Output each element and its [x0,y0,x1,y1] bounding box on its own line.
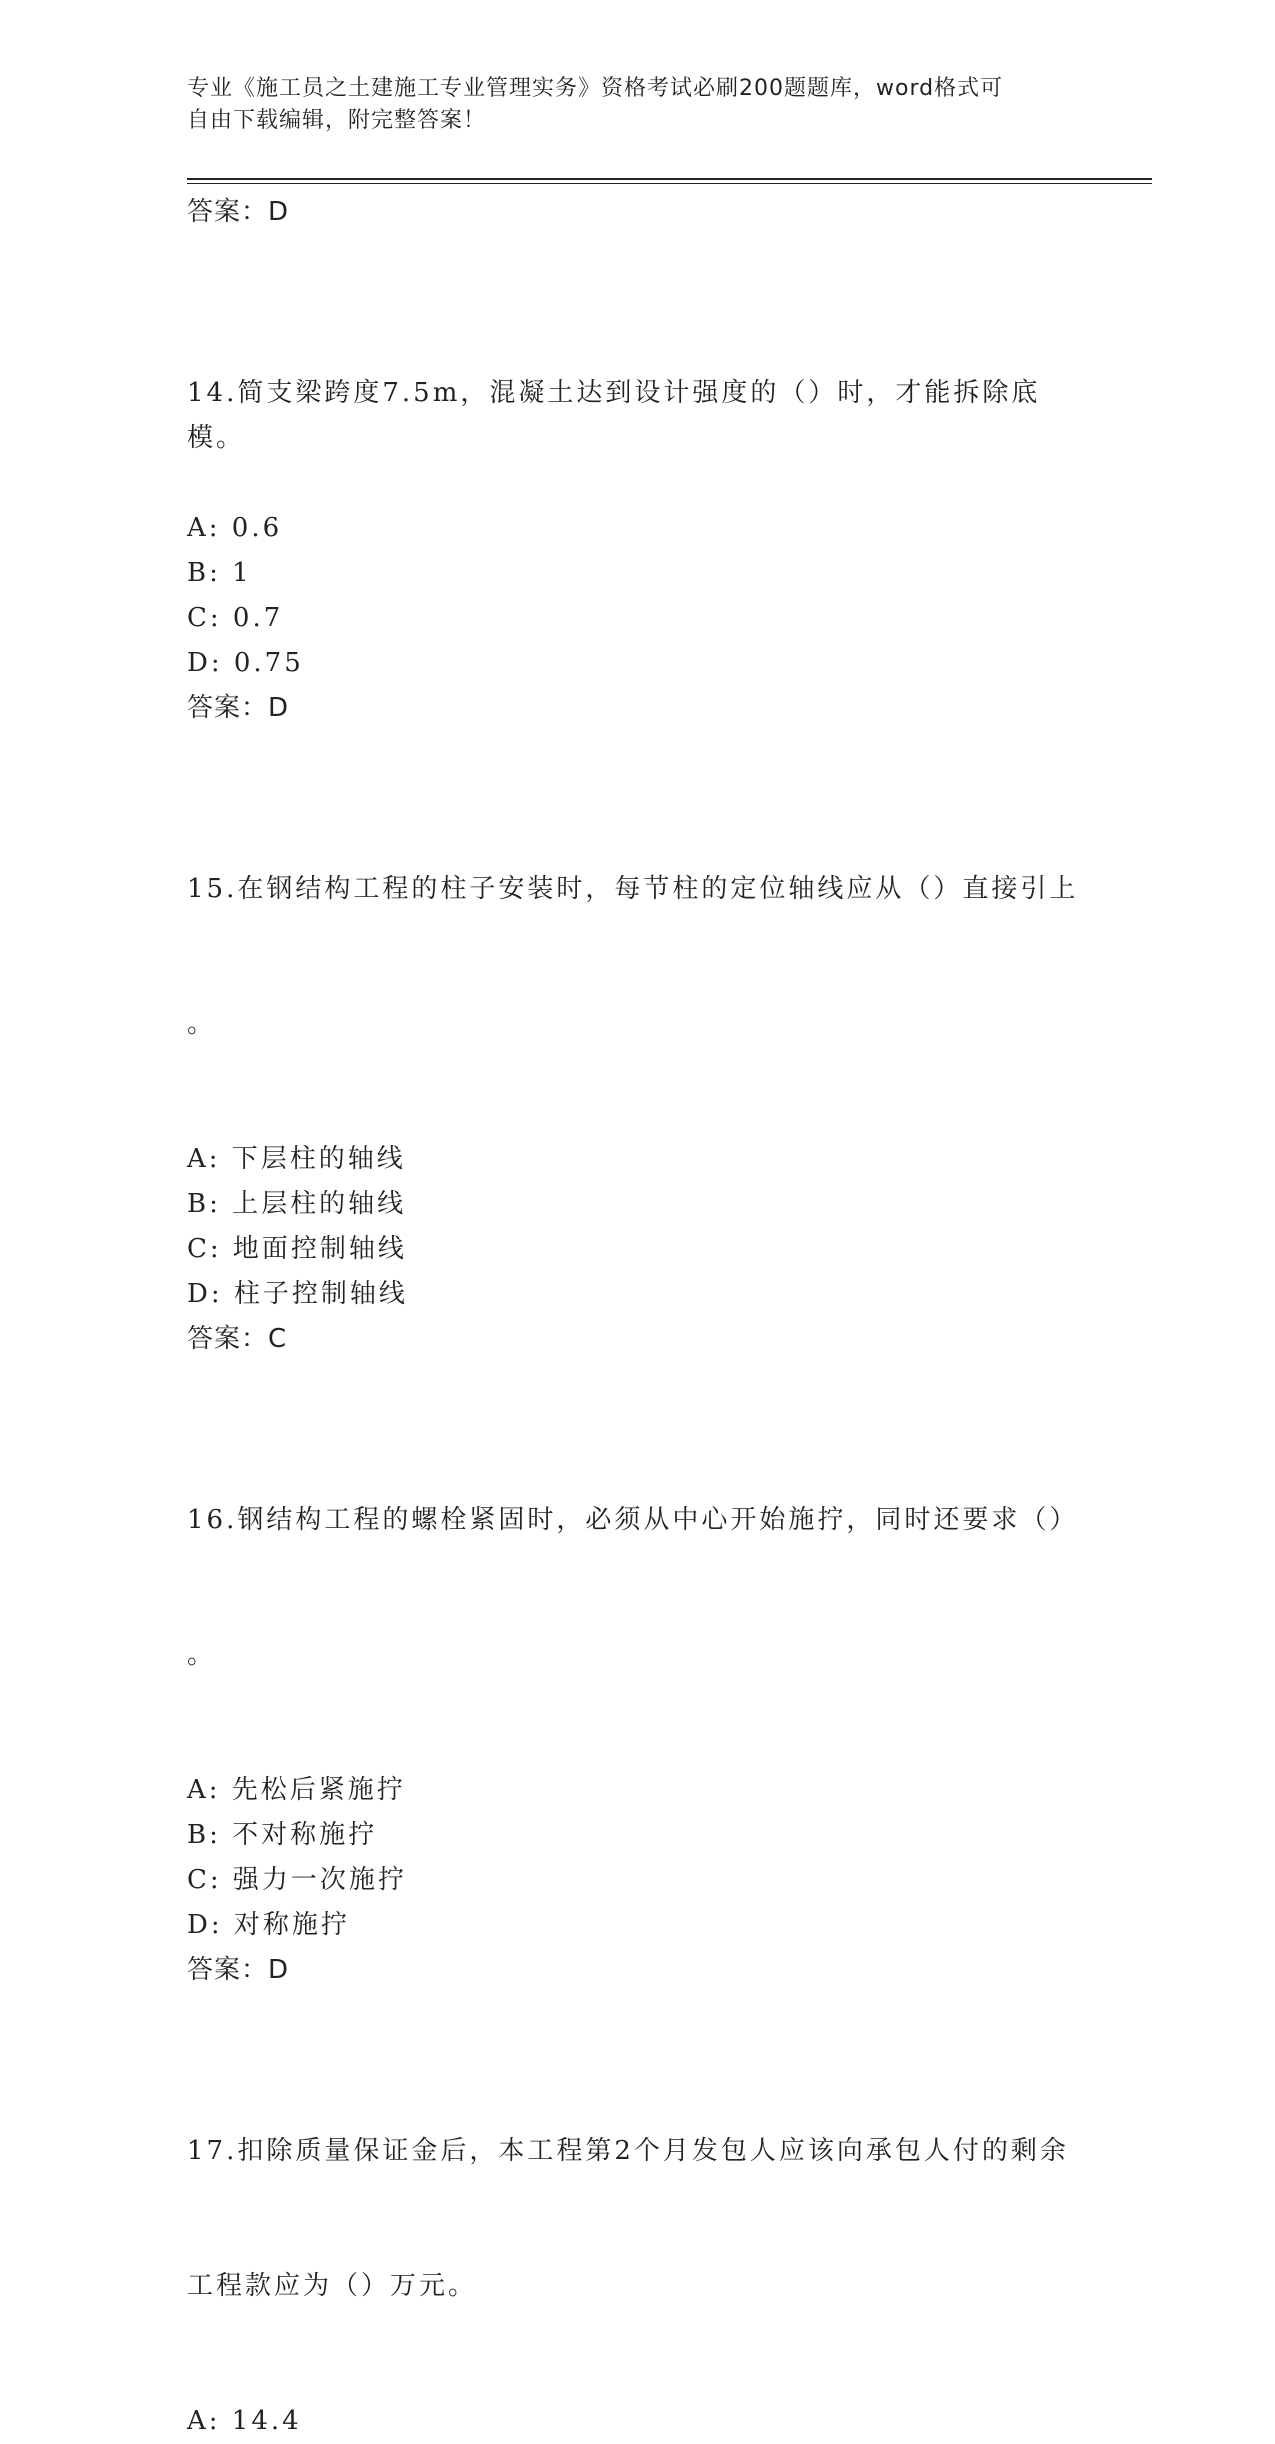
answer-line: 答案：D [187,1955,290,1985]
option-d: D: 对称施拧 [187,1910,350,1940]
previous-answer: 答案：D [187,197,290,227]
option-a: A: 14.4 [187,2406,302,2436]
question-block [187,1408,1087,1993]
question-block [187,2039,1087,2444]
question-stem-line: 14.简支梁跨度7.5m，混凝土达到设计强度的（）时，才能拆除底模。 [187,378,1041,453]
question-stem [187,281,1087,506]
option-a: A: 下层柱的轴线 [187,1144,406,1174]
option-c: C: 0.7 [187,603,284,633]
option-b: B: 上层柱的轴线 [187,1189,407,1219]
option-b: B: 1 [187,558,252,588]
header-line-1: 专业《施工员之土建施工专业管理实务》资格考试必刷200题题库，word格式可 [187,76,1004,101]
option-d: D: 0.75 [187,648,304,678]
header-line-2: 自由下载编辑，附完整答案！ [187,108,487,133]
document-header [187,73,1067,137]
question-stem [187,777,1087,1137]
question-stem-line: 17.扣除质量保证金后，本工程第2个月发包人应该向承包人付的剩余 [187,2136,1069,2166]
option-d: D: 柱子控制轴线 [187,1279,408,1309]
question-block [187,777,1087,1362]
option-a: A: 先松后紧施拧 [187,1775,406,1805]
question-block [187,281,1087,731]
question-stem-line: 15.在钢结构工程的柱子安装时，每节柱的定位轴线应从（）直接引上 [187,874,1079,904]
option-a: A: 0.6 [187,513,283,543]
question-stem-line: 。 [187,1009,217,1039]
header-divider-thick [187,178,1152,180]
option-c: C: 强力一次施拧 [187,1865,407,1895]
question-stem-line: 。 [187,1640,217,1670]
question-stem [187,2039,1087,2399]
answer-line: 答案：C [187,1324,288,1354]
question-list [187,190,1087,2444]
question-stem-line: 16.钢结构工程的螺栓紧固时，必须从中心开始施拧，同时还要求（） [187,1505,1079,1535]
question-stem-line: 工程款应为（）万元。 [187,2271,478,2301]
answer-line: 答案：D [187,693,290,723]
header-divider-thin [187,183,1152,184]
option-c: C: 地面控制轴线 [187,1234,407,1264]
option-b: B: 不对称施拧 [187,1820,378,1850]
question-stem [187,1408,1087,1768]
